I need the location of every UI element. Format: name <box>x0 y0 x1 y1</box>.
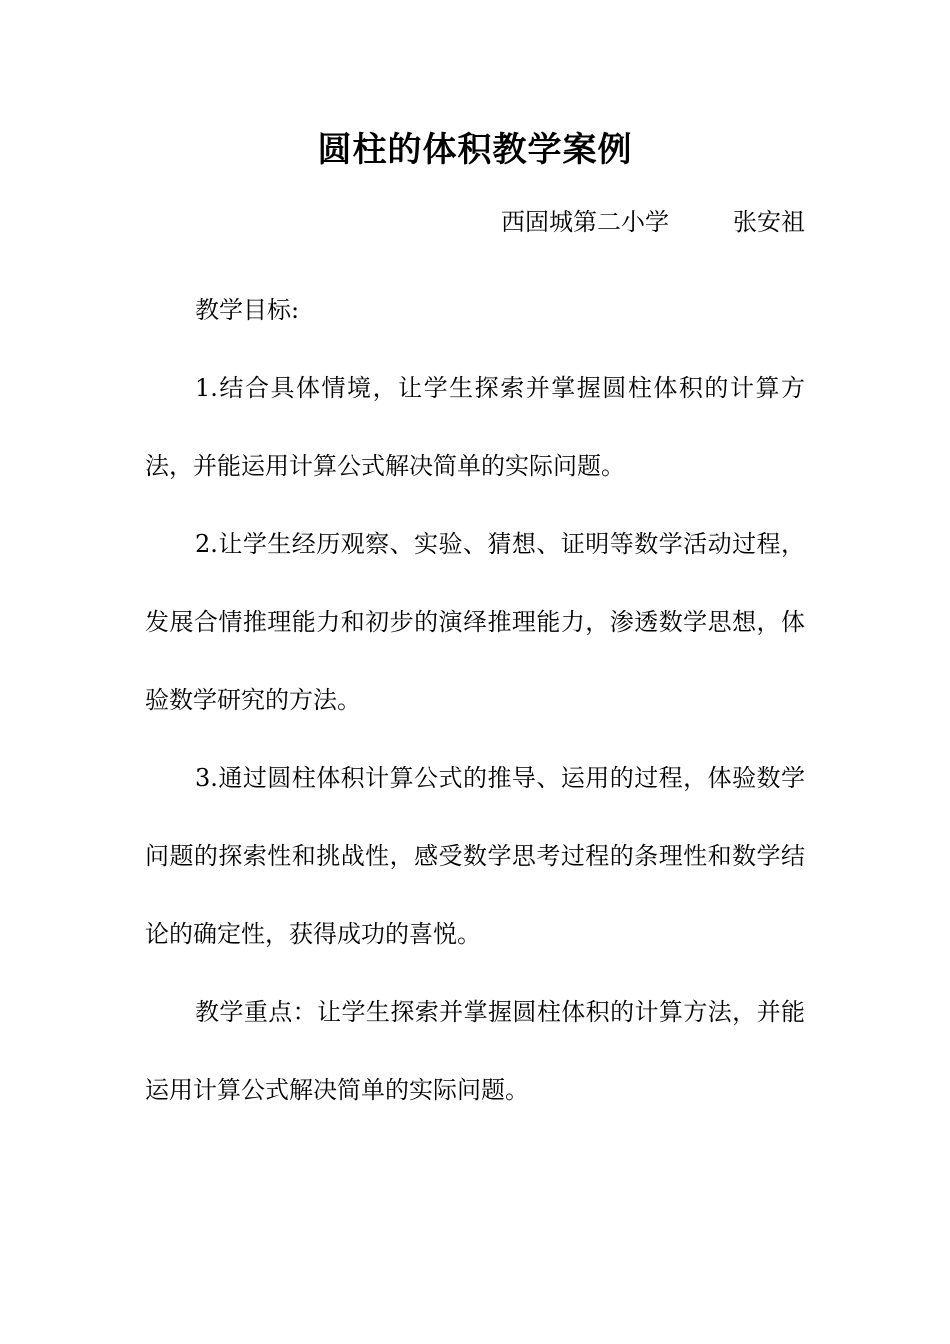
paragraph-objective-2: 2.让学生经历观察、实验、猜想、证明等数学活动过程，发展合情推理能力和初步的演绎推理能力，渗透数学思想，体验数学研究的方法。 <box>145 530 805 714</box>
paragraph-objectives-heading: 教学目标: <box>195 296 300 324</box>
author-line <box>501 204 805 240</box>
paragraph-objective-3: 3.通过圆柱体积计算公式的推导、运用的过程，体验数学问题的探索性和挑战性，感受数学思考过程的条理性和数学结论的确定性，获得成功的喜悦。 <box>145 764 805 948</box>
school-name: 西固城第二小学 <box>501 208 669 236</box>
document-body <box>145 271 805 1129</box>
paragraph-key-point: 教学重点：让学生探索并掌握圆柱体积的计算方法，并能运用计算公式解决简单的实际问题。 <box>145 998 805 1104</box>
author-name: 张安祖 <box>733 208 805 236</box>
document-title: 圆柱的体积教学案例 <box>317 130 633 170</box>
paragraph-objective-1: 1.结合具体情境，让学生探索并掌握圆柱体积的计算方法，并能运用计算公式解决简单的实际问题。 <box>145 374 805 480</box>
